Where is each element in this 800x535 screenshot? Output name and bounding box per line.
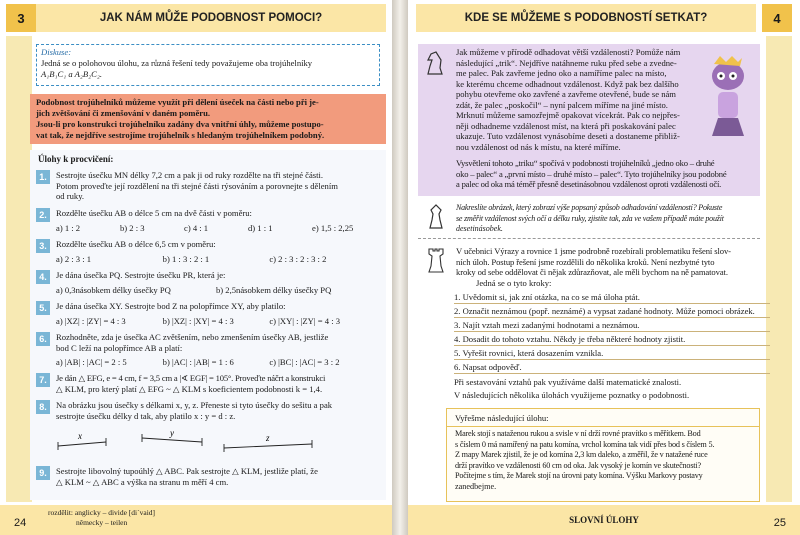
exercise-2-options (56, 223, 376, 234)
left-page (0, 0, 392, 535)
exercise-text: Je dán △ EFG, e = 4 cm, f = 3,5 cm a |∢ EGF| = 105°. Proveďte náčrt a konstrukci (56, 373, 326, 383)
option: b) 1 : 3 : 2 : 1 (162, 254, 210, 264)
option: b) |AC| : |AB| = 1 : 6 (162, 357, 234, 367)
exercise-6-options (56, 357, 376, 368)
exercise-text: Sestrojte libovolný tupoúhlý △ ABC. Pak sestrojte △ KLM, jestliže platí, že (56, 466, 318, 476)
exercise-number: 7. (36, 373, 50, 387)
exercise-text: △ KLM ~ △ ABC a výška na stranu m měří 4 cm. (56, 476, 229, 487)
trick-line: pohybu otevřeme oko zavřené a zavřeme otevřené, bude se nám (456, 89, 676, 99)
left-footer (0, 505, 392, 535)
problem-line: zanedbejme. (455, 481, 497, 491)
italic-question (456, 203, 760, 235)
exercise-text: Rozhodněte, zda je úsečka AC zvětšením, nebo zmenšením úsečky AB, jestliže (56, 332, 329, 342)
exercise-number: 3. (36, 239, 50, 253)
intro-line: Podobnost trojúhelníků můžeme využít při dělení úseček na části nebo při je- (36, 97, 319, 107)
option: e) 1,5 : 2,25 (312, 223, 354, 233)
option: a) |AB| : |AC| = 2 : 5 (56, 357, 127, 367)
exercise-number: 8. (36, 400, 50, 414)
exercise-text: Na obrázku jsou úsečky s délkami x, y, z. Přeneste si tyto úsečky do sešitu a pak (56, 400, 333, 410)
diskuse-text: Jedná se o polohovou úlohu, za různá řešení tedy považujeme oba trojúhelníky (41, 58, 313, 68)
exercise-number: 2. (36, 208, 50, 222)
chapter-number: 4 (762, 4, 792, 32)
trick-line: následující „trik“. Nejdříve natáhneme ruku před sebe a zvedne- (456, 57, 677, 68)
left-sidebar (6, 36, 32, 502)
segment-label-y: y (170, 428, 174, 438)
trick-text-top (456, 47, 696, 152)
exercise-3-options (56, 254, 376, 265)
step-item: 2. Označit neznámou (popř. neznámé) a vypsat zadané hodnoty. Může pomoci obrázek. (454, 304, 770, 318)
after-line: V následujících několika úlohách využijeme poznatky o podobnosti. (454, 390, 690, 400)
chapter-title: JAK NÁM MŮŽE PODOBNOST POMOCI? (36, 4, 386, 32)
exercise-text: od ruky. (56, 191, 85, 201)
exercise-text: Je dána úsečka XY. Sestrojte bod Z na polopřímce XY, aby platilo: (56, 301, 286, 311)
problem-line: Z mapy Marek zjistil, že je od komína 2,3 km daleko, a změřil, že v natažené ruce (455, 450, 708, 459)
exercise-text: Rozdělte úsečku AB o délce 6,5 cm v poměru: (56, 239, 216, 249)
step-item: 4. Dosadit do tohoto vztahu. Někdy je třeba některé hodnoty zjistit. (454, 332, 770, 346)
chess-pawn-icon (424, 202, 448, 230)
problem-line: Marek stojí s nataženou rukou a svisle v ní drží rovné pravítko s měřítkem. Bod (455, 429, 701, 438)
footer-section-title: SLOVNÍ ÚLOHY (569, 515, 639, 525)
exercise-6 (36, 332, 376, 353)
option: c) 4 : 1 (184, 223, 209, 233)
exercise-4-options (56, 285, 376, 296)
intro-line: jich zvětšování či zmenšování v daném poměru. (36, 108, 211, 118)
after-line: Při sestavování vztahů pak využíváme další matematické znalosti. (454, 377, 682, 387)
exercise-1 (36, 170, 376, 202)
trick-line: a palec od oka má téměř přesně desetinásobnou vzdálenost oproti vzdálenosti očí. (456, 179, 722, 189)
exercise-text: sestrojte úsečku délky d tak, aby platilo x : y = d : z. (56, 410, 236, 421)
footer-vocab-2: německy – teilen (76, 518, 128, 527)
tasks-heading: Úlohy k procvičení: (38, 154, 114, 164)
option: a) 0,3násobkem délky úsečky PQ (56, 285, 171, 295)
question-line: Nakreslíte obrázek, který zobrazí výše popsaný způsob odhadování vzdáleností? Pokuste (456, 203, 723, 212)
page-number: 25 (773, 517, 786, 529)
steps-list (454, 290, 770, 374)
trick-line: zdát, že palec „poskočil“ – nyní palcem míříme na jiné místo. (456, 99, 668, 110)
exercise-number: 9. (36, 466, 50, 480)
trick-line: nou vzdálenost od nás k místu, na které míříme. (456, 141, 621, 152)
footer-vocab-1: rozdělit: anglicky – divide [di´vaid] (48, 508, 156, 517)
chapter-number: 3 (6, 4, 36, 32)
intro-text-line: ních úloh. Postup řešení jsme rozdělili do několika kroků. Není nezbytné tyto (456, 256, 715, 267)
option: b) 2 : 3 (120, 223, 145, 233)
divider (418, 238, 760, 239)
problem-line: drží pravítko ve vzdálenosti 60 cm od oka. Jak vysoký je komín ve skutečnosti? (455, 460, 701, 470)
trick-line: Jak můžeme v přírodě odhadovat větší vzdálenosti? Pomůže nám (456, 47, 681, 57)
chapter-title: KDE SE MŮŽEME S PODOBNOSTÍ SETKAT? (416, 4, 756, 32)
intro-line: Jsou-li pro konstrukci trojúhelníku zadány dva vnitřní úhly, můžeme postupo- (36, 119, 324, 129)
exercise-text: △ KLM, pro který platí △ EFG ~ △ KLM s koeficientem podobnosti k = 1,4. (56, 383, 323, 394)
segment-label-z: z (266, 433, 270, 443)
option: a) 1 : 2 (56, 223, 81, 233)
option: c) 2 : 3 : 2 : 3 : 2 (269, 254, 327, 264)
exercise-text: Je dána úsečka PQ. Sestrojte úsečku PR, která je: (56, 270, 226, 280)
solve-box (446, 408, 760, 502)
intro-text-line: kroky od sebe oddělovat či nějak zdůrazňovat, ale měli bychom na ně pamatovat. (456, 267, 728, 277)
exercise-text: Sestrojte úsečku MN délky 7,2 cm a pak ji od ruky rozdělte na tři stejné části. (56, 170, 324, 180)
step-item: 3. Najít vztah mezi zadanými hodnotami a neznámou. (454, 318, 770, 332)
exercise-5 (36, 301, 376, 315)
exercise-number: 6. (36, 332, 50, 346)
exercise-3 (36, 239, 376, 253)
exercise-number: 4. (36, 270, 50, 284)
exercise-4 (36, 270, 376, 284)
option: a) |XZ| : |ZY| = 4 : 3 (56, 316, 126, 326)
exercise-text: Potom proveďte její rozdělení na tři stejné části rýsováním a porovnejte s dělením (56, 180, 338, 191)
diskuse-label: Diskuse: (41, 47, 72, 57)
exercise-number: 1. (36, 170, 50, 184)
chess-rook-icon (424, 246, 448, 274)
option: c) |XY| : |ZY| = 4 : 3 (269, 316, 341, 326)
intro-line: vat tak, že nejdříve sestrojíme trojúhelník s hledaným trojúhelníkem podobný. (36, 130, 325, 140)
trick-line: něji odhadneme vzdálenost míst, na která při poskakování palec (456, 120, 676, 131)
problem-line: s číslem 0 má namířený na patu komína, vrchol komína tak vidí přes bod s číslem 5. (455, 439, 715, 449)
right-sidebar (766, 36, 792, 502)
option: c) |BC| : |AC| = 3 : 2 (269, 357, 340, 367)
option: b) 2,5násobkem délky úsečky PQ (216, 285, 332, 295)
trick-line: ke kterému chceme odhadnout vzdálenost. Když pak bez dalšího (456, 78, 679, 89)
problem-line: Počítejme s tím, že Marek stojí na úrovni paty komína. Výšku Markovy postavy (455, 471, 703, 480)
exercise-7 (36, 373, 376, 394)
trick-line: Mrknutí můžeme samozřejmě opakovat vícekrát. Pak co nejpřes- (456, 110, 680, 120)
trick-line: oko – palec“ a „první místo – druhé místo – palec“. Tyto trojúhelníky jsou podobné (456, 168, 727, 179)
option: d) 1 : 1 (248, 223, 273, 233)
exercise-2 (36, 208, 376, 222)
trick-line: ukazuje. Tuto vzdálenost vynásobíme deseti a dostaneme přibliž- (456, 131, 680, 141)
solve-box-title: Vyřešme následující úlohu: (455, 413, 549, 423)
diskuse-box (36, 44, 380, 86)
trick-line: me palec. Pak zavřeme jedno oko a namíříme palec na místo, (456, 68, 667, 78)
question-line: se změřit vzdálenost svých očí a délku ruky, zjistíte tak, zda ve vašem případě máte použít (456, 213, 724, 223)
page-number: 24 (14, 517, 27, 529)
intro-text-line: V učebnici Výrazy a rovnice 1 jsme podrobně rozebírali problematiku řešení slov- (456, 246, 731, 256)
trick-explanation (456, 158, 756, 190)
intro-highlight (30, 94, 386, 144)
word-problem-intro (456, 246, 766, 288)
exercise-number: 5. (36, 301, 50, 315)
mascot-illustration-icon (702, 54, 754, 140)
trick-line: Vysvětlení tohoto „triku“ spočívá v podobnosti trojúhelníků „jedno oko – druhé (456, 158, 715, 168)
after-steps-text (454, 376, 770, 402)
segments-figure (56, 428, 316, 454)
intro-text-line: Jedná se o tyto kroky: (476, 277, 552, 288)
step-item: 5. Vyřešit rovnici, která dosazením vznikla. (454, 346, 770, 360)
exercise-9 (36, 466, 376, 487)
step-item: 1. Uvědomit si, jak zní otázka, na co se má úloha ptát. (454, 290, 770, 304)
diskuse-text-2: A₁B₁C₁ a A₂B₂C₂. (41, 69, 102, 79)
book-gutter (392, 0, 408, 535)
exercise-5-options (56, 316, 376, 327)
option: b) |XZ| : |XY| = 4 : 3 (162, 316, 234, 326)
exercise-text: bod C leží na polopřímce AB a platí: (56, 342, 183, 353)
option: a) 2 : 3 : 1 (56, 254, 92, 264)
right-footer (408, 505, 800, 535)
step-item: 6. Napsat odpověď. (454, 360, 770, 374)
segment-label-x: x (78, 431, 82, 441)
exercise-text: Rozdělte úsečku AB o délce 5 cm na dvě části v poměru: (56, 208, 252, 218)
exercise-8 (36, 400, 376, 421)
question-line: desetinásobek. (456, 224, 503, 233)
chess-knight-icon (422, 48, 448, 76)
